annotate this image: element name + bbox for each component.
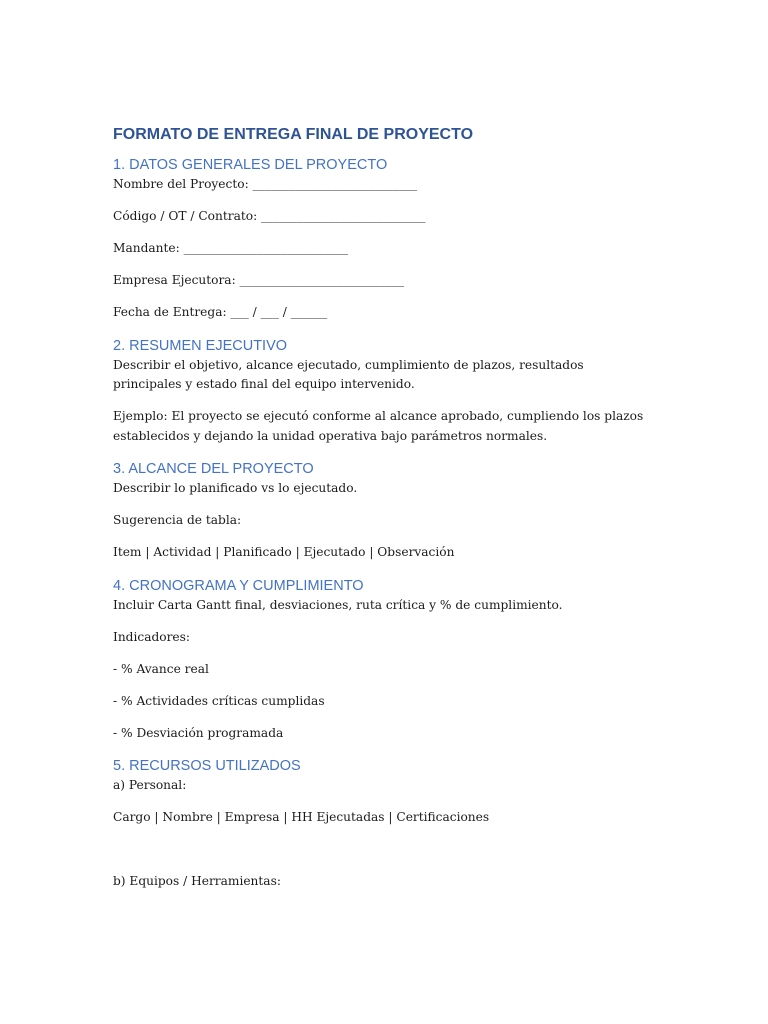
field-codigo-ot-contrato: Código / OT / Contrato: ___________________________ — [113, 209, 426, 223]
table-header-alcance: Item | Actividad | Planificado | Ejecutado | Observación — [113, 545, 455, 559]
field-nombre-proyecto: Nombre del Proyecto: ___________________________ — [113, 177, 418, 191]
paragraph-equipos-label: b) Equipos / Herramientas: — [113, 873, 281, 888]
section-heading-resumen-ejecutivo: 2. RESUMEN EJECUTIVO — [113, 337, 288, 354]
paragraph-personal-label: a) Personal: — [113, 778, 187, 792]
list-item-avance-real: - % Avance real — [113, 661, 209, 676]
field-empresa-ejecutora: Empresa Ejecutora: ___________________________ — [113, 273, 405, 287]
field-fecha-entrega: Fecha de Entrega: ___ / ___ / ______ — [113, 305, 328, 319]
paragraph-resumen-instruccion: Describir el objetivo, alcance ejecutado, cumplimiento de plazos, resultados principales y estado final del equipo intervenido. — [113, 357, 584, 391]
paragraph-resumen-ejemplo: Ejemplo: El proyecto se ejecutó conforme al alcance aprobado, cumpliendo los plazos establecidos y dejando la unidad operativa bajo parámetros normales. — [113, 409, 644, 443]
section-heading-recursos: 5. RECURSOS UTILIZADOS — [113, 758, 301, 774]
paragraph-alcance-instruccion: Describir lo planificado vs lo ejecutado. — [113, 481, 358, 495]
document-title: FORMATO DE ENTREGA FINAL DE PROYECTO — [113, 126, 474, 143]
paragraph-sugerencia-tabla: Sugerencia de tabla: — [113, 513, 242, 527]
field-mandante: Mandante: ___________________________ — [113, 241, 349, 255]
section-heading-datos-generales: 1. DATOS GENERALES DEL PROYECTO — [113, 157, 388, 173]
section-heading-alcance: 3. ALCANCE DEL PROYECTO — [113, 461, 314, 477]
paragraph-cronograma-instruccion: Incluir Carta Gantt final, desviaciones, ruta crítica y % de cumplimiento. — [113, 597, 563, 612]
list-item-actividades-criticas: - % Actividades críticas cumplidas — [113, 693, 325, 708]
table-header-personal: Cargo | Nombre | Empresa | HH Ejecutadas | Certificaciones — [113, 810, 490, 824]
document-page — [113, 124, 653, 891]
section-heading-cronograma: 4. CRONOGRAMA Y CUMPLIMIENTO — [113, 577, 364, 594]
paragraph-indicadores-label: Indicadores: — [113, 629, 190, 644]
list-item-desviacion-programada: - % Desviación programada — [113, 725, 284, 740]
